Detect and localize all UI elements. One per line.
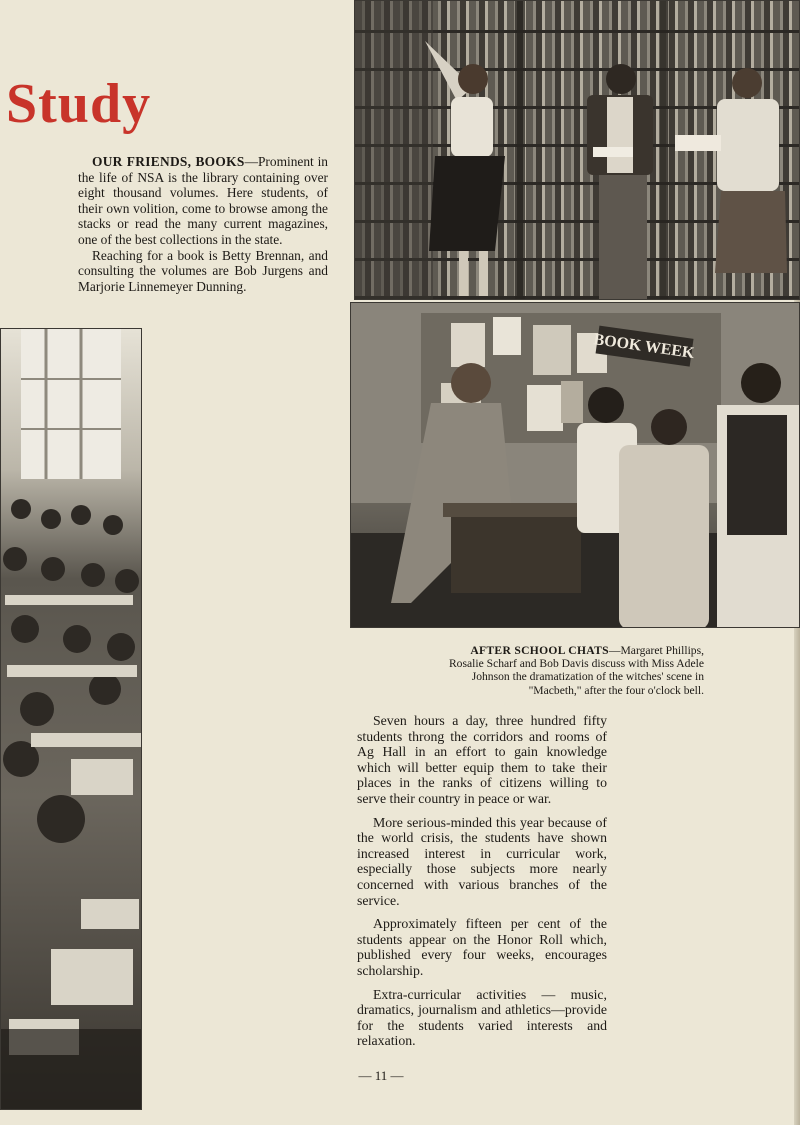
library-caption: [78, 154, 328, 294]
book-week-caption: [446, 644, 704, 697]
library-caption-lead: OUR FRIENDS, BOOKS: [92, 154, 245, 169]
page-title: Study: [6, 73, 152, 135]
body-text: [357, 713, 607, 1057]
library-caption-text: —Prominent in the life of NSA is the library containing over eight thousand volumes. Here students, of their own volition, come to browse among the stacks or read the many current magazines, one of the best collections in the state.: [78, 154, 329, 247]
library-caption-para1: [78, 154, 328, 248]
body-paragraph-2: More serious-minded this year because of the world crisis, the students have shown increased interest in curricular work, especially those subjects more nearly concerned with various branches of the service.: [357, 814, 607, 908]
book-week-caption-text: —Margaret Phillips, Rosalie Scharf and Bob Davis discuss with Miss Adele Johnson the dramatization of the witches' scene in "Macbeth," after the four o'clock bell.: [448, 644, 704, 697]
library-photo: [354, 0, 800, 300]
classroom-photo: [0, 328, 142, 1110]
body-paragraph-4: Extra-curricular activities — music, dramatics, journalism and athletics—provide for the students varied interests and relaxation.: [357, 986, 607, 1049]
book-week-photo: [350, 302, 800, 628]
library-caption-para2: Reaching for a book is Betty Brennan, and consulting the volumes are Bob Jurgens and Marjorie Linnemeyer Dunning.: [78, 247, 328, 294]
body-paragraph-3: Approximately fifteen per cent of the students appear on the Honor Roll which, published every four weeks, encourages scholarship.: [357, 916, 607, 978]
library-photo-figures: [355, 1, 800, 300]
book-week-caption-lead: AFTER SCHOOL CHATS: [470, 644, 609, 657]
classroom-photo-figures: [1, 329, 142, 1110]
body-paragraph-1: Seven hours a day, three hundred fifty students throng the corridors and rooms of Ag Hall in an effort to gain knowledge which will better equip them to take their places in the ranks of citizens willing to serve their country in peace or war.: [357, 713, 607, 806]
book-week-photo-figures: [351, 303, 800, 628]
page-number: — 11 —: [358, 1068, 404, 1083]
book-week-sign: BOOK WEEK: [592, 331, 696, 363]
